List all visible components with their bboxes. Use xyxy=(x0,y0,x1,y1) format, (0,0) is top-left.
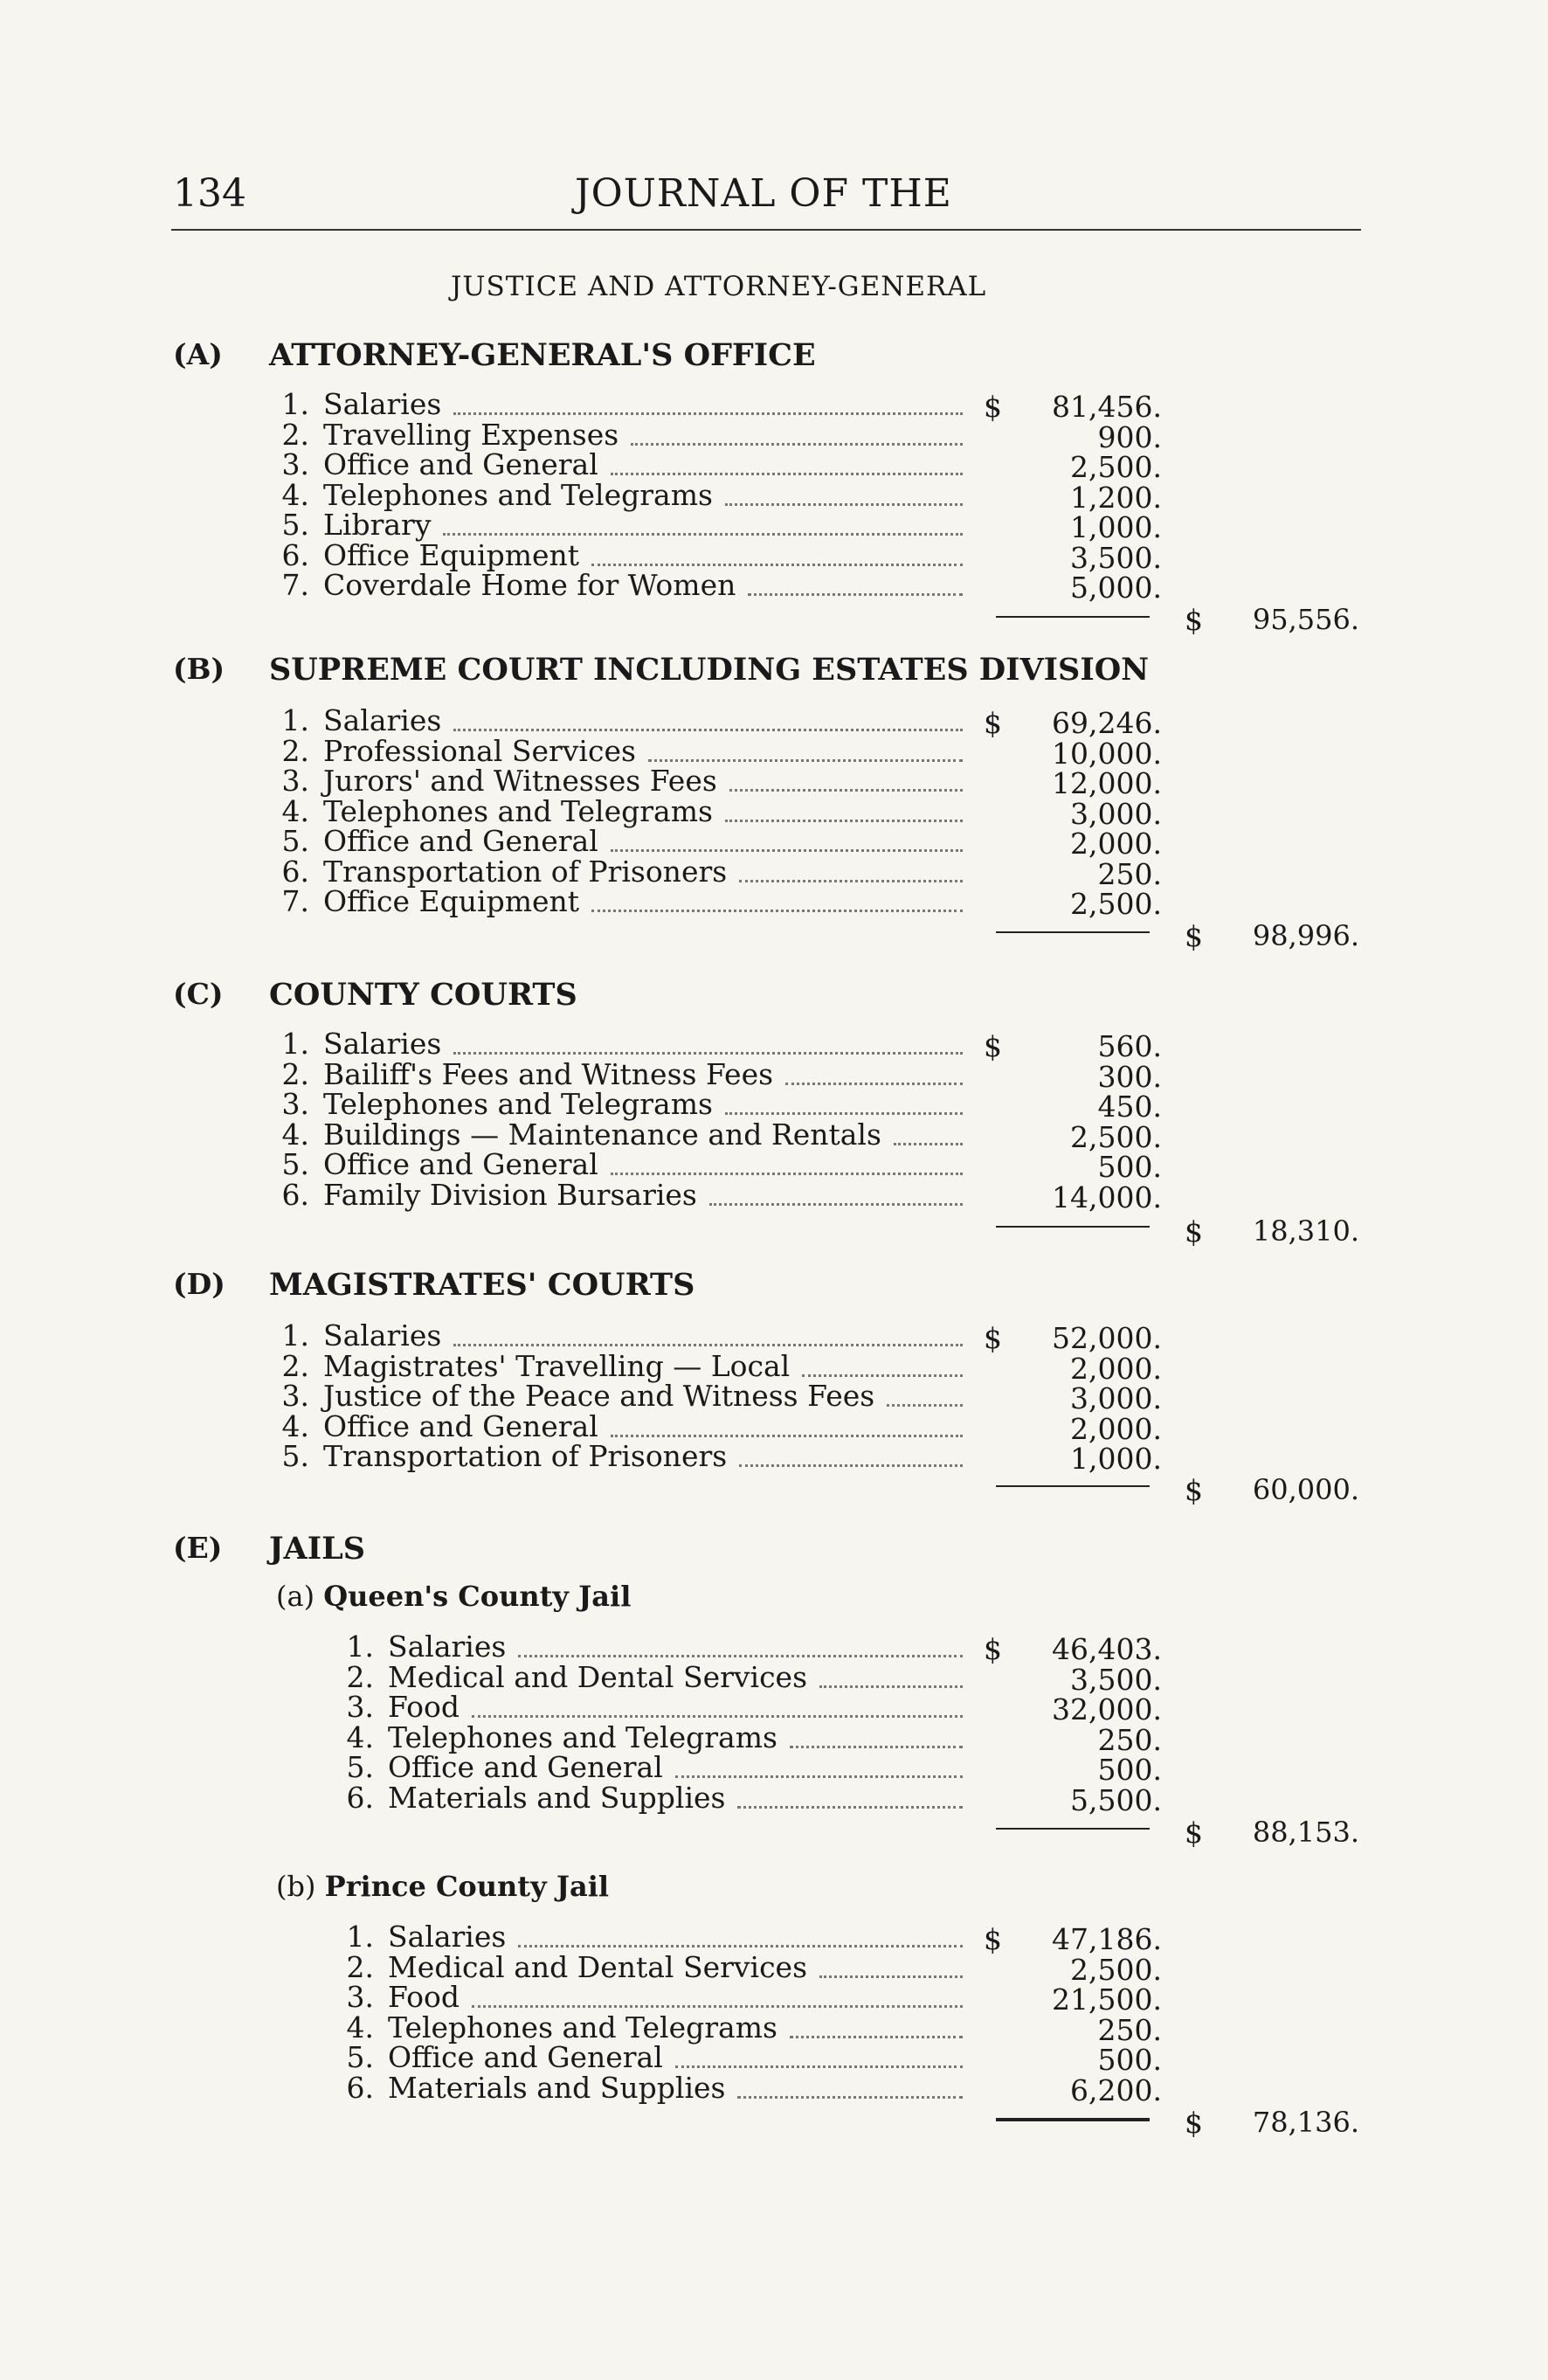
item-amount: 1,200. xyxy=(1070,480,1162,515)
line-item xyxy=(260,1147,963,1181)
item-amount: 2,000. xyxy=(1070,827,1162,861)
item-amount: 250. xyxy=(1097,856,1162,891)
line-item xyxy=(260,1029,963,1059)
item-number: 2. xyxy=(281,417,309,452)
line-item xyxy=(325,1692,963,1722)
item-number: 2. xyxy=(281,733,309,768)
leader-dots xyxy=(453,1344,963,1346)
dollar-sign: $ xyxy=(984,1321,1002,1355)
item-amount: 3,500. xyxy=(1070,1662,1162,1697)
line-item xyxy=(260,1056,963,1091)
line-item xyxy=(260,824,963,858)
leader-dots xyxy=(737,2096,963,2099)
item-number: 3. xyxy=(281,1379,309,1413)
section-total: 60,000. xyxy=(1252,1473,1359,1506)
line-item xyxy=(260,417,963,452)
leader-dots xyxy=(709,1203,963,1206)
item-amount: 21,500. xyxy=(1052,1982,1162,2017)
item-amount: 46,403. xyxy=(1052,1632,1162,1666)
dollar-sign: $ xyxy=(984,1632,1002,1666)
item-label: Telephones and Telegrams xyxy=(323,1087,713,1121)
leader-dots xyxy=(675,1775,963,1778)
item-number: 3. xyxy=(281,447,309,481)
item-label: Office Equipment xyxy=(323,537,580,572)
item-label: Buildings — Maintenance and Rentals xyxy=(323,1117,881,1152)
leader-dots xyxy=(648,759,963,762)
item-amount: 3,000. xyxy=(1070,796,1162,831)
item-amount: 2,500. xyxy=(1070,1952,1162,1987)
item-label: Office and General xyxy=(323,447,598,481)
line-item xyxy=(260,1381,963,1411)
line-item xyxy=(260,1087,963,1121)
item-number: 7. xyxy=(281,568,309,602)
item-label: Materials and Supplies xyxy=(388,2070,726,2105)
item-label: Medical and Dental Services xyxy=(388,1949,808,1984)
item-label: Materials and Supplies xyxy=(388,1780,726,1815)
subtotal-rule xyxy=(996,1485,1150,1487)
item-label: Telephones and Telegrams xyxy=(388,1719,777,1754)
line-item xyxy=(260,477,963,512)
item-amount: 6,200. xyxy=(1070,2072,1162,2107)
item-number: 3. xyxy=(281,764,309,798)
item-amount: 500. xyxy=(1097,1753,1162,1787)
item-amount: 5,500. xyxy=(1070,1782,1162,1817)
item-label: Bailiff's Fees and Witness Fees xyxy=(323,1056,774,1091)
item-number: 2. xyxy=(281,1348,309,1383)
line-item xyxy=(325,1922,963,1952)
item-number: 4. xyxy=(346,2010,374,2044)
leader-dots xyxy=(739,1464,963,1467)
line-item xyxy=(260,1117,963,1152)
section-title: JAILS xyxy=(269,1531,365,1567)
subtotal-rule xyxy=(996,2118,1150,2121)
item-label: Professional Services xyxy=(323,733,636,768)
item-label: Food xyxy=(388,1980,460,2014)
item-label: Office and General xyxy=(323,824,598,858)
leader-dots xyxy=(443,533,963,536)
leader-dots xyxy=(453,1052,963,1055)
item-label: Transportation of Prisoners xyxy=(323,1439,728,1473)
leader-dots xyxy=(518,1655,963,1657)
subsection-name: Queen's County Jail xyxy=(323,1580,632,1613)
line-item xyxy=(325,1659,963,1694)
item-number: 6. xyxy=(346,1780,374,1815)
item-label: Travelling Expenses xyxy=(323,417,619,452)
subsection-title xyxy=(276,1580,631,1613)
line-item xyxy=(260,766,963,796)
item-number: 1. xyxy=(281,1318,309,1353)
item-amount: 1,000. xyxy=(1070,1442,1162,1476)
section-total: 98,996. xyxy=(1252,919,1359,952)
item-number: 6. xyxy=(281,854,309,889)
section-letter: (D) xyxy=(173,1267,225,1301)
item-amount: 3,500. xyxy=(1070,540,1162,575)
item-number: 5. xyxy=(346,2040,374,2074)
item-label: Library xyxy=(323,508,432,542)
item-amount: 69,246. xyxy=(1052,706,1162,740)
item-number: 3. xyxy=(281,1087,309,1121)
item-amount: 14,000. xyxy=(1052,1180,1162,1214)
item-amount: 5,000. xyxy=(1070,571,1162,605)
item-number: 4. xyxy=(281,1408,309,1443)
item-amount: 10,000. xyxy=(1052,736,1162,771)
line-item xyxy=(260,537,963,572)
item-amount: 250. xyxy=(1097,2012,1162,2047)
item-amount: 32,000. xyxy=(1052,1692,1162,1726)
item-number: 2. xyxy=(281,1056,309,1091)
dollar-sign: $ xyxy=(1185,1214,1203,1249)
line-item xyxy=(260,1177,963,1212)
item-label: Telephones and Telegrams xyxy=(323,793,713,828)
leader-dots xyxy=(748,593,963,596)
item-number: 5. xyxy=(281,1439,309,1473)
item-number: 6. xyxy=(281,1177,309,1212)
item-number: 5. xyxy=(281,824,309,858)
line-item xyxy=(260,884,963,918)
line-item xyxy=(260,510,963,540)
item-label: Salaries xyxy=(388,1920,507,1954)
item-amount: 560. xyxy=(1097,1029,1162,1063)
item-label: Magistrates' Travelling — Local xyxy=(323,1348,791,1383)
leader-dots xyxy=(453,729,963,731)
item-amount: 52,000. xyxy=(1052,1321,1162,1355)
dollar-sign: $ xyxy=(984,1029,1002,1063)
item-amount: 2,500. xyxy=(1070,450,1162,484)
leader-dots xyxy=(725,820,963,822)
item-label: Justice of the Peace and Witness Fees xyxy=(323,1379,875,1413)
item-amount: 47,186. xyxy=(1052,1922,1162,1956)
running-title: JOURNAL OF THE xyxy=(575,171,952,216)
item-amount: 500. xyxy=(1097,2043,1162,2077)
line-item xyxy=(260,1408,963,1443)
section-total: 88,153. xyxy=(1252,1816,1359,1849)
section-total: 95,556. xyxy=(1252,603,1359,636)
leader-dots xyxy=(739,880,963,882)
section-letter: (C) xyxy=(173,977,224,1011)
line-item xyxy=(325,2070,963,2105)
subtotal-rule xyxy=(996,1828,1150,1830)
item-number: 4. xyxy=(281,1117,309,1152)
item-amount: 300. xyxy=(1097,1059,1162,1094)
dollar-sign: $ xyxy=(1185,1473,1203,1507)
line-item xyxy=(260,568,963,602)
item-number: 1. xyxy=(281,387,309,421)
section-title: MAGISTRATES' COURTS xyxy=(269,1267,695,1303)
item-amount: 81,456. xyxy=(1052,390,1162,424)
line-item xyxy=(260,1439,963,1473)
subtotal-rule xyxy=(996,616,1150,618)
item-label: Family Division Bursaries xyxy=(323,1177,697,1212)
section-total: 18,310. xyxy=(1252,1214,1359,1248)
dollar-sign: $ xyxy=(1185,2106,1203,2140)
line-item xyxy=(325,2010,963,2044)
leader-dots xyxy=(725,1112,963,1115)
item-amount: 250. xyxy=(1097,1722,1162,1757)
subsection-prefix: (a) xyxy=(276,1580,315,1613)
line-item xyxy=(325,1719,963,1754)
subsection-prefix: (b) xyxy=(276,1870,316,1903)
section-letter: (B) xyxy=(173,652,225,686)
line-item xyxy=(260,447,963,481)
item-amount: 1,000. xyxy=(1070,510,1162,544)
page-number: 134 xyxy=(173,171,246,216)
section-letter: (E) xyxy=(173,1531,223,1565)
item-label: Office and General xyxy=(388,2040,663,2074)
line-item xyxy=(260,387,963,421)
leader-dots xyxy=(472,2005,963,2008)
item-number: 5. xyxy=(281,508,309,542)
line-item xyxy=(325,1982,963,2012)
dollar-sign: $ xyxy=(1185,603,1203,637)
section-title: ATTORNEY-GENERAL'S OFFICE xyxy=(269,337,816,373)
item-number: 4. xyxy=(281,793,309,828)
item-number: 6. xyxy=(281,537,309,572)
line-item xyxy=(260,733,963,768)
item-label: Salaries xyxy=(323,1318,442,1353)
leader-dots xyxy=(611,1173,963,1175)
item-label: Coverdale Home for Women xyxy=(323,568,736,602)
item-amount: 500. xyxy=(1097,1150,1162,1184)
leader-dots xyxy=(737,1806,963,1809)
leader-dots xyxy=(611,1435,963,1437)
subsection-title xyxy=(276,1870,609,1903)
dollar-sign: $ xyxy=(1185,919,1203,953)
leader-dots xyxy=(472,1715,963,1718)
line-item xyxy=(325,1780,963,1815)
item-label: Office Equipment xyxy=(323,884,580,918)
item-label: Salaries xyxy=(323,387,442,421)
leader-dots xyxy=(611,473,963,475)
dollar-sign: $ xyxy=(984,390,1002,424)
item-number: 4. xyxy=(281,477,309,512)
item-label: Office and General xyxy=(323,1408,598,1443)
item-label: Food xyxy=(388,1690,460,1724)
item-number: 3. xyxy=(346,1980,374,2014)
line-item xyxy=(260,703,963,737)
item-amount: 2,000. xyxy=(1070,1411,1162,1446)
leader-dots xyxy=(591,910,963,912)
item-label: Jurors' and Witnesses Fees xyxy=(323,764,717,798)
item-amount: 450. xyxy=(1097,1090,1162,1124)
department-heading: JUSTICE AND ATTORNEY-GENERAL xyxy=(451,271,987,302)
item-label: Salaries xyxy=(323,1027,442,1061)
item-number: 1. xyxy=(281,1027,309,1061)
item-amount: 3,000. xyxy=(1070,1381,1162,1415)
leader-dots xyxy=(631,443,963,446)
item-number: 7. xyxy=(281,884,309,918)
section-title: COUNTY COURTS xyxy=(269,977,577,1013)
line-item xyxy=(260,1318,963,1353)
line-item xyxy=(325,2040,963,2074)
item-amount: 2,500. xyxy=(1070,1119,1162,1154)
item-amount: 900. xyxy=(1097,419,1162,454)
item-number: 6. xyxy=(346,2070,374,2105)
item-label: Office and General xyxy=(388,1750,663,1784)
item-label: Salaries xyxy=(323,703,442,737)
item-number: 4. xyxy=(346,1719,374,1754)
item-number: 1. xyxy=(281,703,309,737)
item-number: 1. xyxy=(346,1920,374,1954)
line-item xyxy=(325,1629,963,1664)
line-item xyxy=(260,854,963,889)
section-letter: (A) xyxy=(173,337,223,371)
item-label: Salaries xyxy=(388,1629,507,1664)
dollar-sign: $ xyxy=(1185,1816,1203,1850)
leader-dots xyxy=(729,789,963,792)
item-number: 2. xyxy=(346,1659,374,1694)
leader-dots xyxy=(591,564,963,566)
item-number: 5. xyxy=(346,1750,374,1784)
item-number: 3. xyxy=(346,1690,374,1724)
section-title: SUPREME COURT INCLUDING ESTATES DIVISION xyxy=(269,652,1150,688)
item-label: Telephones and Telegrams xyxy=(388,2010,777,2044)
item-amount: 2,000. xyxy=(1070,1351,1162,1386)
subsection-name: Prince County Jail xyxy=(324,1870,609,1903)
item-label: Office and General xyxy=(323,1147,598,1181)
subtotal-rule xyxy=(996,1226,1150,1228)
dollar-sign: $ xyxy=(984,1922,1002,1956)
leader-dots xyxy=(725,503,963,506)
dollar-sign: $ xyxy=(984,706,1002,740)
leader-dots xyxy=(518,1945,963,1948)
line-item xyxy=(260,1348,963,1383)
item-label: Medical and Dental Services xyxy=(388,1659,808,1694)
header-rule xyxy=(171,229,1361,231)
item-number: 5. xyxy=(281,1147,309,1181)
item-number: 1. xyxy=(346,1629,374,1664)
section-total: 78,136. xyxy=(1252,2106,1359,2139)
line-item xyxy=(260,793,963,828)
item-label: Transportation of Prisoners xyxy=(323,854,728,889)
line-item xyxy=(325,1750,963,1784)
leader-dots xyxy=(453,412,963,415)
leader-dots xyxy=(675,2065,963,2068)
subtotal-rule xyxy=(996,931,1150,933)
item-amount: 2,500. xyxy=(1070,887,1162,921)
item-number: 2. xyxy=(346,1949,374,1984)
item-label: Telephones and Telegrams xyxy=(323,477,713,512)
line-item xyxy=(325,1949,963,1984)
item-amount: 12,000. xyxy=(1052,766,1162,800)
leader-dots xyxy=(611,849,963,852)
